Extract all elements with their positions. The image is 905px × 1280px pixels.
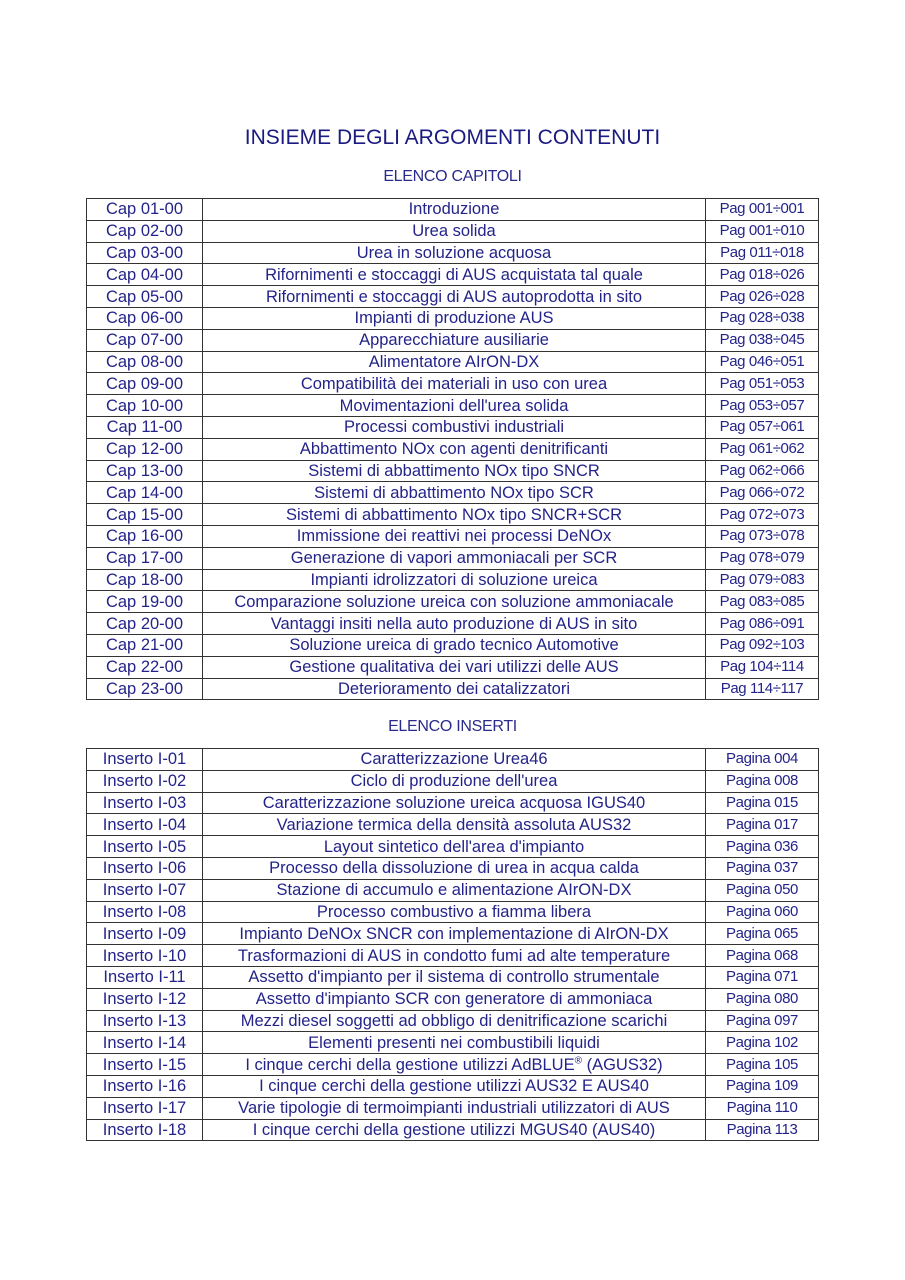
insert-row bbox=[87, 792, 819, 814]
item-title bbox=[203, 1119, 706, 1141]
item-title-text: Generazione di vapori ammoniacali per SCR bbox=[290, 549, 618, 568]
item-pages: Pag 072÷073 bbox=[706, 504, 819, 526]
item-title-text: Compatibilità dei materiali in uso con urea bbox=[300, 374, 608, 393]
item-title bbox=[203, 395, 706, 417]
item-title bbox=[203, 1010, 706, 1032]
item-code: Inserto I-06 bbox=[87, 857, 203, 879]
item-pages: Pagina 037 bbox=[706, 857, 819, 879]
chapter-row bbox=[87, 678, 819, 700]
item-title-text: Vantaggi insiti nella auto produzione di AUS in sito bbox=[270, 614, 638, 633]
item-title-text: Sistemi di abbattimento NOx tipo SNCR+SCR bbox=[285, 505, 623, 524]
item-pages: Pag 038÷045 bbox=[706, 329, 819, 351]
item-title bbox=[203, 879, 706, 901]
item-title-text: Urea in soluzione acquosa bbox=[356, 243, 552, 262]
item-pages: Pag 092÷103 bbox=[706, 634, 819, 656]
chapter-row bbox=[87, 460, 819, 482]
insert-row bbox=[87, 1054, 819, 1076]
insert-row bbox=[87, 1097, 819, 1119]
insert-row bbox=[87, 923, 819, 945]
item-pages: Pag 046÷051 bbox=[706, 351, 819, 373]
insert-row bbox=[87, 836, 819, 858]
chapter-row bbox=[87, 591, 819, 613]
item-code: Cap 13-00 bbox=[87, 460, 203, 482]
chapter-row bbox=[87, 395, 819, 417]
chapter-row bbox=[87, 329, 819, 351]
item-pages: Pagina 060 bbox=[706, 901, 819, 923]
item-title-text: Deterioramento dei catalizzatori bbox=[337, 679, 571, 698]
item-code: Cap 23-00 bbox=[87, 678, 203, 700]
item-pages: Pagina 017 bbox=[706, 814, 819, 836]
item-code: Cap 11-00 bbox=[87, 416, 203, 438]
item-title bbox=[203, 373, 706, 395]
item-title bbox=[203, 307, 706, 329]
item-pages: Pag 066÷072 bbox=[706, 482, 819, 504]
item-code: Cap 07-00 bbox=[87, 329, 203, 351]
item-pages: Pag 001÷001 bbox=[706, 199, 819, 221]
item-pages: Pagina 015 bbox=[706, 792, 819, 814]
item-code: Cap 16-00 bbox=[87, 525, 203, 547]
item-title bbox=[203, 1075, 706, 1097]
item-title bbox=[203, 613, 706, 635]
item-title-text: Impianti di produzione AUS bbox=[354, 309, 554, 328]
item-title bbox=[203, 634, 706, 656]
item-pages: Pag 114÷117 bbox=[706, 678, 819, 700]
item-pages: Pag 083÷085 bbox=[706, 591, 819, 613]
item-code: Cap 03-00 bbox=[87, 242, 203, 264]
item-title bbox=[203, 966, 706, 988]
item-code: Cap 22-00 bbox=[87, 656, 203, 678]
item-pages: Pag 053÷057 bbox=[706, 395, 819, 417]
item-code: Cap 17-00 bbox=[87, 547, 203, 569]
item-title-text: Assetto d'impianto per il sistema di controllo strumentale bbox=[248, 968, 660, 987]
item-code: Inserto I-17 bbox=[87, 1097, 203, 1119]
chapter-row bbox=[87, 438, 819, 460]
item-title-tail: (AGUS32) bbox=[581, 1055, 663, 1074]
item-title-text: Impianti idrolizzatori di soluzione ureica bbox=[310, 570, 598, 589]
item-code: Cap 08-00 bbox=[87, 351, 203, 373]
item-code: Cap 19-00 bbox=[87, 591, 203, 613]
item-code: Cap 12-00 bbox=[87, 438, 203, 460]
item-title bbox=[203, 1054, 706, 1076]
item-title bbox=[203, 416, 706, 438]
item-code: Inserto I-12 bbox=[87, 988, 203, 1010]
item-pages: Pag 062÷066 bbox=[706, 460, 819, 482]
item-pages: Pag 079÷083 bbox=[706, 569, 819, 591]
item-code: Inserto I-11 bbox=[87, 966, 203, 988]
item-title-text: Stazione di accumulo e alimentazione AIrON-DX bbox=[276, 881, 632, 900]
item-title-text: I cinque cerchi della gestione utilizzi AdBLUE bbox=[245, 1055, 575, 1074]
insert-row bbox=[87, 901, 819, 923]
item-title-text: Processo combustivo a fiamma libera bbox=[316, 902, 592, 921]
insert-row bbox=[87, 1119, 819, 1141]
item-code: Cap 06-00 bbox=[87, 307, 203, 329]
insert-row bbox=[87, 945, 819, 967]
item-title-text: Layout sintetico dell'area d'impianto bbox=[323, 837, 585, 856]
item-code: Cap 10-00 bbox=[87, 395, 203, 417]
item-code: Inserto I-10 bbox=[87, 945, 203, 967]
item-pages: Pag 073÷078 bbox=[706, 525, 819, 547]
item-title bbox=[203, 988, 706, 1010]
item-pages: Pagina 110 bbox=[706, 1097, 819, 1119]
item-title-text: Immissione dei reattivi nei processi DeNOx bbox=[296, 527, 612, 546]
item-pages: Pagina 008 bbox=[706, 770, 819, 792]
item-pages: Pagina 105 bbox=[706, 1054, 819, 1076]
item-code: Cap 18-00 bbox=[87, 569, 203, 591]
insert-row bbox=[87, 1075, 819, 1097]
item-title-text: Impianto DeNOx SNCR con implementazione di AIrON-DX bbox=[239, 924, 669, 943]
item-title bbox=[203, 199, 706, 221]
item-title bbox=[203, 814, 706, 836]
inserts-subtitle: ELENCO INSERTI bbox=[388, 718, 517, 735]
item-code: Cap 20-00 bbox=[87, 613, 203, 635]
item-code: Inserto I-14 bbox=[87, 1032, 203, 1054]
chapter-row bbox=[87, 416, 819, 438]
item-code: Inserto I-01 bbox=[87, 749, 203, 771]
item-title-text: Sistemi di abbattimento NOx tipo SCR bbox=[314, 483, 594, 502]
chapter-row bbox=[87, 656, 819, 678]
chapter-row bbox=[87, 351, 819, 373]
item-title-text: Variazione termica della densità assoluta AUS32 bbox=[276, 815, 632, 834]
item-title-text: Ciclo di produzione dell'urea bbox=[350, 772, 558, 791]
item-code: Cap 15-00 bbox=[87, 504, 203, 526]
item-pages: Pag 051÷053 bbox=[706, 373, 819, 395]
insert-row bbox=[87, 988, 819, 1010]
item-title bbox=[203, 923, 706, 945]
item-title bbox=[203, 770, 706, 792]
item-title-text: Varie tipologie di termoimpianti industriali utilizzatori di AUS bbox=[238, 1099, 670, 1118]
item-pages: Pagina 113 bbox=[706, 1119, 819, 1141]
item-pages: Pag 057÷061 bbox=[706, 416, 819, 438]
item-title bbox=[203, 482, 706, 504]
item-code: Cap 09-00 bbox=[87, 373, 203, 395]
item-pages: Pag 011÷018 bbox=[706, 242, 819, 264]
item-code: Inserto I-04 bbox=[87, 814, 203, 836]
item-code: Inserto I-08 bbox=[87, 901, 203, 923]
item-code: Inserto I-15 bbox=[87, 1054, 203, 1076]
item-pages: Pagina 080 bbox=[706, 988, 819, 1010]
item-title bbox=[203, 329, 706, 351]
item-title-text: I cinque cerchi della gestione utilizzi MGUS40 (AUS40) bbox=[252, 1120, 656, 1139]
item-pages: Pag 028÷038 bbox=[706, 307, 819, 329]
item-title-text: Processo della dissoluzione di urea in acqua calda bbox=[269, 859, 639, 878]
chapter-row bbox=[87, 547, 819, 569]
chapter-row bbox=[87, 613, 819, 635]
item-title-text: Caratterizzazione soluzione ureica acquosa IGUS40 bbox=[262, 793, 646, 812]
item-code: Inserto I-07 bbox=[87, 879, 203, 901]
page-title: INSIEME DEGLI ARGOMENTI CONTENUTI bbox=[244, 126, 661, 149]
item-code: Cap 02-00 bbox=[87, 220, 203, 242]
item-pages: Pagina 071 bbox=[706, 966, 819, 988]
item-pages: Pagina 097 bbox=[706, 1010, 819, 1032]
item-code: Inserto I-09 bbox=[87, 923, 203, 945]
chapter-row bbox=[87, 286, 819, 308]
insert-row bbox=[87, 857, 819, 879]
insert-row bbox=[87, 1010, 819, 1032]
item-title-text: Apparecchiature ausiliarie bbox=[359, 331, 549, 350]
item-title bbox=[203, 857, 706, 879]
item-pages: Pagina 102 bbox=[706, 1032, 819, 1054]
item-title bbox=[203, 351, 706, 373]
item-title bbox=[203, 901, 706, 923]
item-title bbox=[203, 678, 706, 700]
item-title-text: Caratterizzazione Urea46 bbox=[360, 750, 548, 769]
item-title bbox=[203, 264, 706, 286]
chapter-row bbox=[87, 307, 819, 329]
chapter-row bbox=[87, 504, 819, 526]
chapter-row bbox=[87, 199, 819, 221]
chapter-row bbox=[87, 373, 819, 395]
item-title-text: I cinque cerchi della gestione utilizzi AUS32 E AUS40 bbox=[259, 1077, 649, 1096]
chapter-row bbox=[87, 220, 819, 242]
registered-mark: ® bbox=[574, 1055, 582, 1067]
item-title bbox=[203, 438, 706, 460]
item-title bbox=[203, 569, 706, 591]
item-code: Inserto I-02 bbox=[87, 770, 203, 792]
item-code: Inserto I-03 bbox=[87, 792, 203, 814]
item-pages: Pag 061÷062 bbox=[706, 438, 819, 460]
item-pages: Pag 026÷028 bbox=[706, 286, 819, 308]
chapters-table bbox=[86, 198, 819, 700]
item-title bbox=[203, 656, 706, 678]
item-title-text: Sistemi di abbattimento NOx tipo SNCR bbox=[308, 461, 600, 480]
item-pages: Pagina 109 bbox=[706, 1075, 819, 1097]
chapters-subtitle: ELENCO CAPITOLI bbox=[383, 168, 522, 185]
item-title-text: Mezzi diesel soggetti ad obbligo di denitrificazione scarichi bbox=[240, 1011, 668, 1030]
item-code: Inserto I-13 bbox=[87, 1010, 203, 1032]
item-title bbox=[203, 220, 706, 242]
inserts-table bbox=[86, 748, 819, 1141]
item-title bbox=[203, 792, 706, 814]
item-title-text: Rifornimenti e stoccaggi di AUS autoprodotta in sito bbox=[265, 287, 643, 306]
item-pages: Pag 001÷010 bbox=[706, 220, 819, 242]
item-code: Inserto I-18 bbox=[87, 1119, 203, 1141]
item-code: Cap 04-00 bbox=[87, 264, 203, 286]
item-title-text: Abbattimento NOx con agenti denitrificanti bbox=[299, 440, 609, 459]
item-title bbox=[203, 1097, 706, 1119]
chapter-row bbox=[87, 482, 819, 504]
item-code: Cap 21-00 bbox=[87, 634, 203, 656]
item-code: Inserto I-05 bbox=[87, 836, 203, 858]
item-title-text: Assetto d'impianto SCR con generatore di ammoniaca bbox=[255, 990, 653, 1009]
item-pages: Pag 078÷079 bbox=[706, 547, 819, 569]
item-pages: Pagina 036 bbox=[706, 836, 819, 858]
insert-row bbox=[87, 1032, 819, 1054]
item-code: Inserto I-16 bbox=[87, 1075, 203, 1097]
item-title-text: Urea solida bbox=[412, 222, 496, 241]
item-code: Cap 14-00 bbox=[87, 482, 203, 504]
chapter-row bbox=[87, 525, 819, 547]
item-title bbox=[203, 460, 706, 482]
chapter-row bbox=[87, 242, 819, 264]
insert-row bbox=[87, 749, 819, 771]
item-title-text: Processi combustivi industriali bbox=[343, 418, 565, 437]
item-title bbox=[203, 242, 706, 264]
item-pages: Pagina 004 bbox=[706, 749, 819, 771]
item-title bbox=[203, 1032, 706, 1054]
item-title-text: Rifornimenti e stoccaggi di AUS acquistata tal quale bbox=[265, 265, 643, 284]
item-code: Cap 05-00 bbox=[87, 286, 203, 308]
item-title bbox=[203, 547, 706, 569]
item-pages: Pagina 068 bbox=[706, 945, 819, 967]
item-title bbox=[203, 749, 706, 771]
item-title-text: Comparazione soluzione ureica con soluzione ammoniacale bbox=[234, 592, 674, 611]
chapter-row bbox=[87, 569, 819, 591]
item-title bbox=[203, 591, 706, 613]
item-pages: Pag 104÷114 bbox=[706, 656, 819, 678]
insert-row bbox=[87, 770, 819, 792]
chapter-row bbox=[87, 634, 819, 656]
item-title-text: Soluzione ureica di grado tecnico Automotive bbox=[289, 636, 619, 655]
item-title-text: Elementi presenti nei combustibili liquidi bbox=[308, 1033, 600, 1052]
item-title-text: Introduzione bbox=[408, 200, 500, 219]
item-pages: Pag 086÷091 bbox=[706, 613, 819, 635]
item-title bbox=[203, 836, 706, 858]
item-title-text: Gestione qualitativa dei vari utilizzi delle AUS bbox=[289, 658, 619, 677]
item-code: Cap 01-00 bbox=[87, 199, 203, 221]
item-title bbox=[203, 286, 706, 308]
item-title-text: Alimentatore AIrON-DX bbox=[368, 352, 540, 371]
insert-row bbox=[87, 966, 819, 988]
item-title-text: Trasformazioni di AUS in condotto fumi ad alte temperature bbox=[237, 946, 671, 965]
item-pages: Pagina 050 bbox=[706, 879, 819, 901]
insert-row bbox=[87, 879, 819, 901]
item-pages: Pagina 065 bbox=[706, 923, 819, 945]
item-title bbox=[203, 525, 706, 547]
item-title bbox=[203, 504, 706, 526]
chapter-row bbox=[87, 264, 819, 286]
item-title bbox=[203, 945, 706, 967]
item-pages: Pag 018÷026 bbox=[706, 264, 819, 286]
insert-row bbox=[87, 814, 819, 836]
item-title-text: Movimentazioni dell'urea solida bbox=[339, 396, 569, 415]
